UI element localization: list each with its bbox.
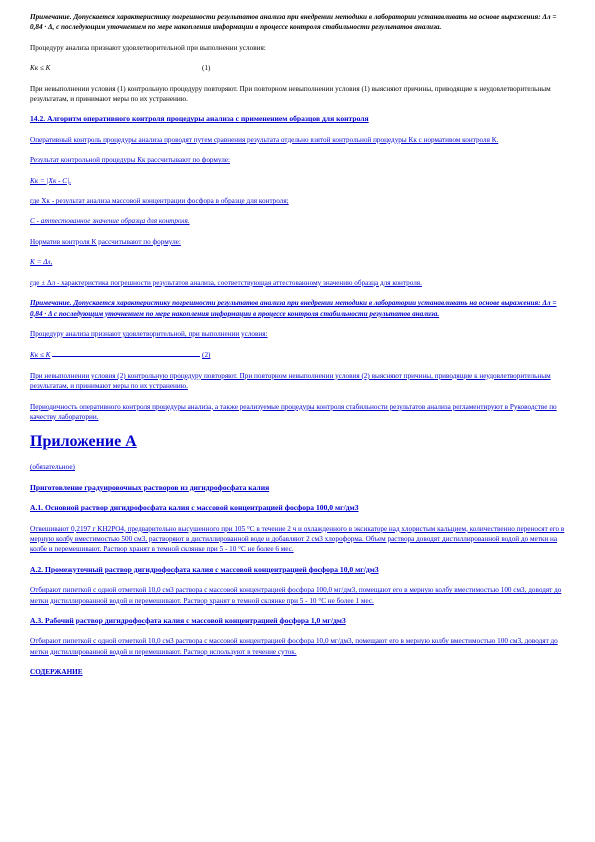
a2-text[interactable]: Отбирают пипеткой с одной отметкой 10,0 см3 раствора с массовой концентрацией фосфора 100,0 мг/дм3, помещают его в мерную колбу вместимостью 100 см3, доводят до метки дистиллированной водой и перемешивают. Раствор хранят в темной склянке при 5 - 10 °С не более 1 мес. [30,586,562,605]
appendix-title[interactable]: Приложение А [30,433,137,451]
where-c-text[interactable]: С - аттестованное значение образца для контроля. [30,217,190,226]
a1-text[interactable]: Отвешивают 0,2197 г KH2PO4, предварительно высушенного при 105 °С в течение 2 ч и охлажденного в эксикаторе над хлористым кальцием, количественно переносят его в мерную колбу вместимостью 500 см3, растворяют в дистиллированной воде и добавляют 2 см3 хлороформа. Объем раствора доводят дистиллированной водой до метки на колбе и перемешивают. Раствор хранят в темной склянке при 5 - 10 °С не более 6 мес. [30,524,565,554]
k-formula-intro[interactable]: Норматив контроля К рассчитывают по формуле: [30,237,181,246]
a1-heading[interactable]: А.1. Основной раствор дигидрофосфата калия с массовой концентрацией фосфора 100,0 мг/дм3 [30,503,359,513]
condition-fail-text-2[interactable]: При невыполнении условия (2) контрольную процедуру повторяют. При повторном невыполнении условия (2) выясняют причины, приводящие к неудовлетворительным результатам, и принимают меры по их устранению. [30,371,551,391]
where-delta-text[interactable]: где ± Δл - характеристика погрешности результатов анализа, соответствующая аттестованному значению образца для контроля. [30,278,422,287]
section-heading-14-2[interactable]: 14.2. Алгоритм оперативного контроля процедуры анализа с применением образцов для контроля [30,114,369,124]
kk-formula-intro[interactable]: Результат контрольной процедуры Кк рассчитывают по формуле: [30,156,230,165]
note-paragraph-2[interactable]: Примечание. Допускается характеристику погрешности результатов анализа при внедрении методики в лаборатории устанавливать на основе выражения: Δл = 0,84 · Δ с последующим уточнением по мере накопления информации в процессе контроля стабильности результатов анализа. [30,299,557,318]
where-xk-text[interactable]: где Хк - результат анализа массовой концентрации фосфора в образце для контроля; [30,197,289,206]
formula-1-expression: Кк ≤ К [30,64,51,73]
formula-1-number: (1) [202,64,211,73]
formula-2[interactable] [30,349,565,360]
condition-intro-2[interactable]: Процедуру анализа признают удовлетворительной, при выполнении условия: [30,329,268,338]
a2-heading[interactable]: А.2. Промежуточный раствор дигидрофосфата калия с массовой концентрацией фосфора 10,0 мг/дм3 [30,564,379,574]
a3-text[interactable]: Отбирают пипеткой с одной отметкой 10,0 см3 раствора с массовой концентрацией фосфора 10,0 мг/дм3, помещают его в мерную колбу вместимостью 100 см3, доводят до метки дистиллированной водой и перемешивают. Раствор используют в течение суток. [30,637,558,656]
condition-intro: Процедуру анализа признают удовлетворительной при выполнении условия: [30,43,266,52]
preparation-heading[interactable]: Приготовление градуировочных растворов из дигидрофосфата калия [30,482,270,492]
periodicity-text[interactable]: Периодичность оперативного контроля процедуры анализа, а также реализуемые процедуры контроля стабильности результатов анализа регламентируют в Руководстве по качеству лаборатории. [30,402,557,421]
appendix-status[interactable]: (обязательное) [30,463,75,472]
kk-formula[interactable]: Кк = |Хк - С|, [30,176,71,185]
operational-control-text[interactable]: Оперативный контроль процедуры анализа проводят путем сравнения результата отдельно взятой контрольной процедуры Кк с нормативом контроля К. [30,135,499,144]
formula-2-expression: Кк ≤ К [30,351,51,360]
a3-heading[interactable]: А.3. Рабочий раствор дигидрофосфата калия с массовой концентрацией фосфора 1,0 мг/дм3 [30,616,346,625]
formula-2-underline [52,349,200,357]
note-paragraph: Примечание. Допускается характеристику погрешности результатов анализа при внедрении методики в лаборатории устанавливать на основе выражения: Δл = 0,84 · Δ, с последующим уточнением по мере накопления информации в процессе контроля стабильности результатов анализа. [30,13,557,32]
formula-1 [30,63,565,73]
table-of-contents-link[interactable]: СОДЕРЖАНИЕ [30,668,83,677]
formula-2-number: (2) [202,351,211,360]
k-formula[interactable]: К = Δл, [30,258,53,267]
condition-fail-text: При невыполнении условия (1) контрольную процедуру повторяют. При повторном невыполнении условия (1) выясняют причины, приводящие к неудовлетворительным результатам, и принимают меры по их устранению. [30,84,551,104]
